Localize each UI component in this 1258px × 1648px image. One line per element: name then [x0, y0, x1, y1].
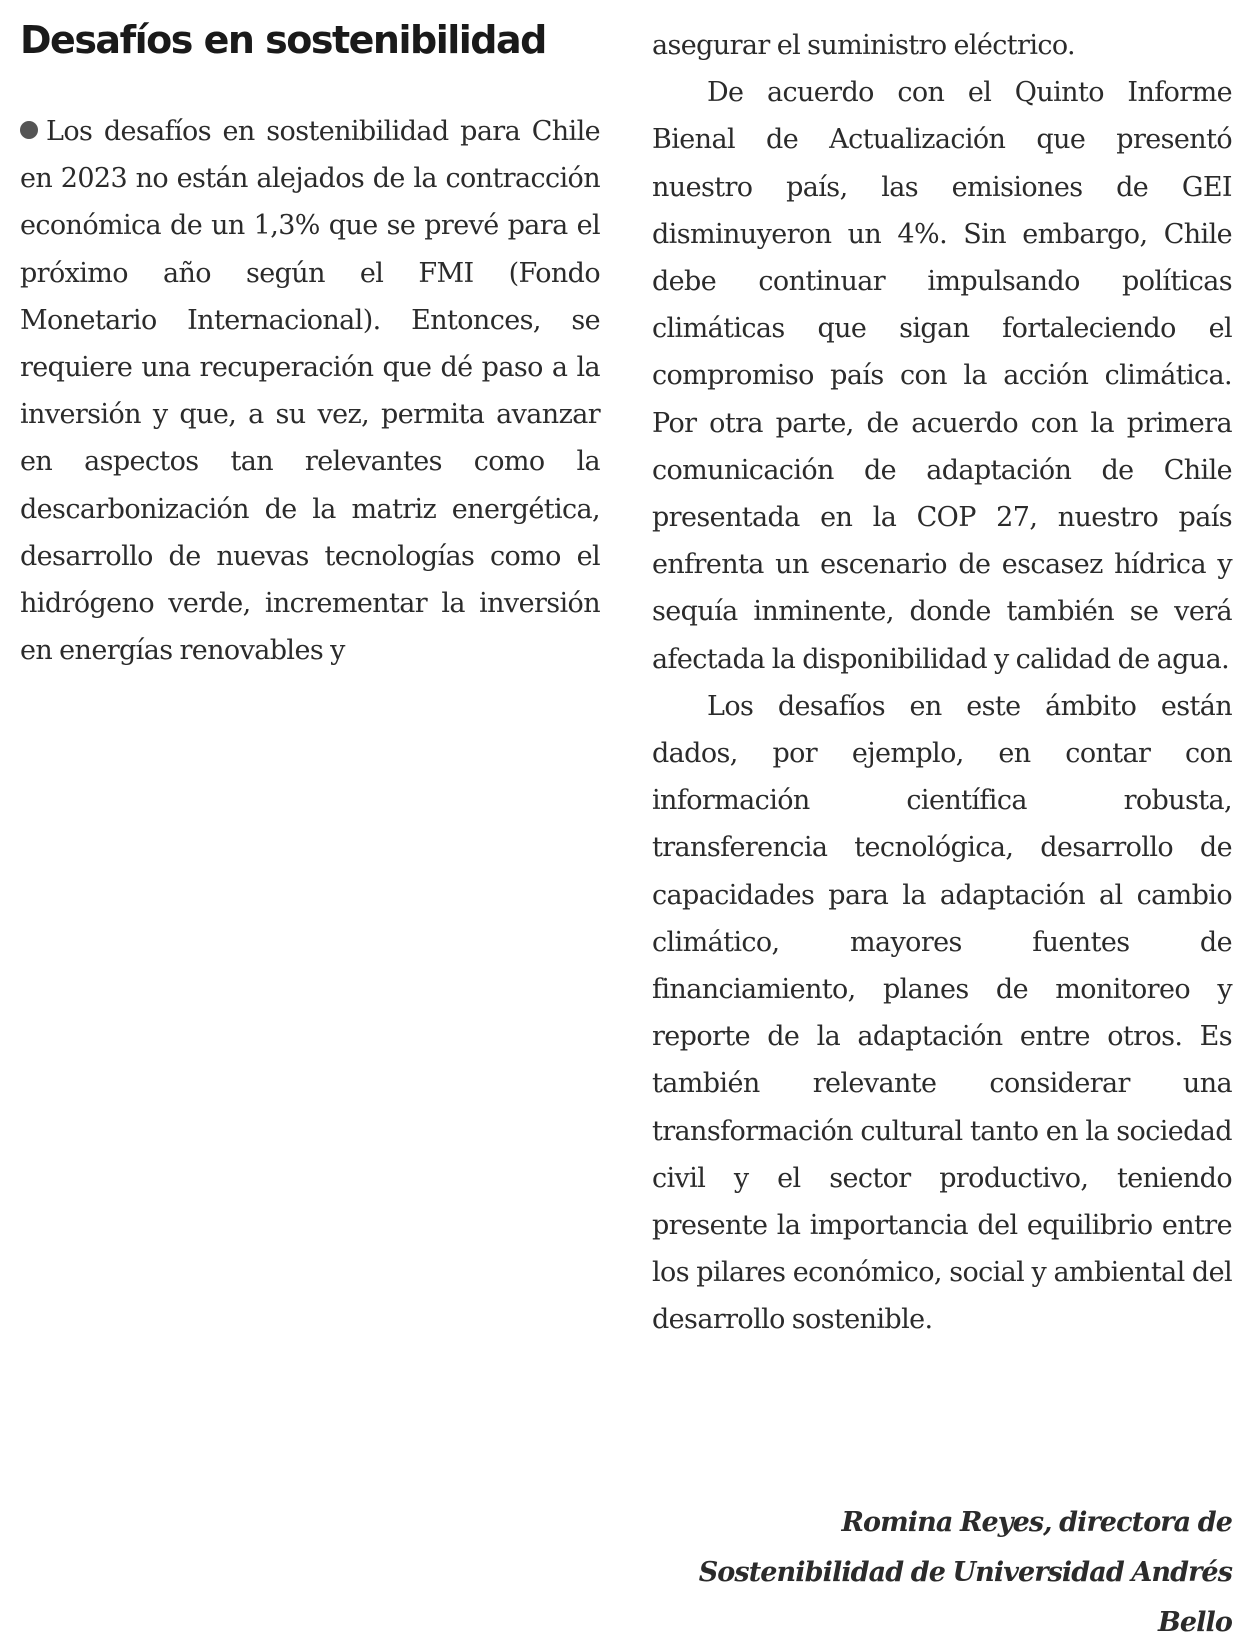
author-signature: Romina Reyes, directora de Sostenibilidad de Universidad Andrés Bello	[698, 1507, 1232, 1638]
left-column	[20, 108, 600, 674]
article-title: Desafíos en sostenibilidad	[20, 18, 546, 62]
paragraph-3: Los desafíos en este ámbito están dados, por ejemplo, en contar con información científica robusta, transferencia tecnológica, desarrollo de capacidades para la adaptación al cambio climático, mayores fuentes de financiamiento, planes de monitoreo y reporte de la adaptación entre otros. Es también relevante considerar una transformación cultural tanto en la sociedad civil y el sector productivo, teniendo presente la importancia del equilibrio entre los pilares económico, social y ambiental del desarrollo sostenible.	[652, 690, 1232, 1336]
right-column	[652, 22, 1232, 1344]
paragraph-1	[20, 108, 600, 674]
paragraph-1-continuation: asegurar el suministro eléctrico.	[652, 30, 1076, 61]
paragraph-2: De acuerdo con el Quinto Informe Bienal de Actualización que presentó nuestro país, las emisiones de GEI disminuyeron un 4%. Sin embargo, Chile debe continuar impulsando políticas climáticas que sigan fortaleciendo el compromiso país con la acción climática. Por otra parte, de acuerdo con la primera comunicación de adaptación de Chile presentada en la COP 27, nuestro país enfrenta un escenario de escasez hídrica y sequía inminente, donde también se verá afectada la disponibilidad y calidad de agua.	[652, 77, 1232, 675]
paragraph-1-text: Los desafíos en sostenibilidad para Chile en 2023 no están alejados de la contracción económica de un 1,3% que se prevé para el próximo año según el FMI (Fondo Monetario Internacional). Entonces, se requiere una recuperación que dé paso a la inversión y que, a su vez, permita avanzar en aspectos tan relevantes como la descarbonización de la matriz energética, desarrollo de nuevas tecnologías como el hidrógeno verde, incrementar la inversión en energías renovables y	[20, 116, 600, 667]
bullet-icon	[20, 121, 38, 139]
